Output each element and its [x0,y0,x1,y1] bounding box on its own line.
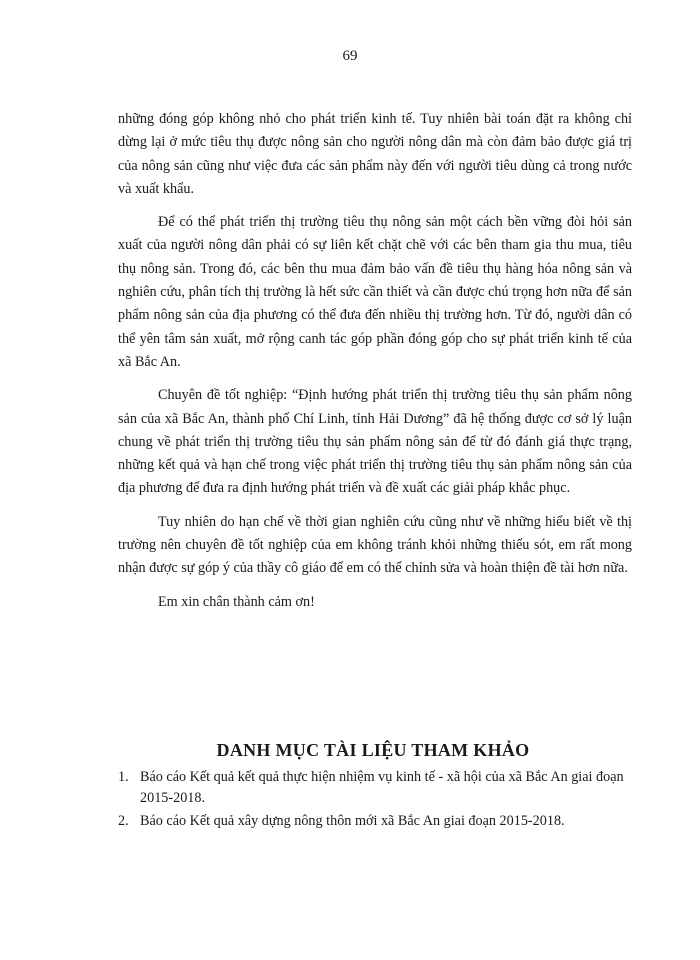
paragraph-continuation: những đóng góp không nhỏ cho phát triển kinh tế. Tuy nhiên bài toán đặt ra không chỉ dừng lại ở mức tiêu thụ được nông sản cho người nông dân mà còn đảm bảo được giá trị của nông sản cũng như việc đưa các sản phẩm này đến với người tiêu dùng cả trong nước và xuất khẩu. [118,111,632,197]
reference-text: Báo cáo Kết quả xây dựng nông thôn mới xã Bắc An giai đoạn 2015-2018. [140,813,565,829]
reference-item [118,767,658,809]
references-list [118,767,658,832]
paragraph-limitations: Tuy nhiên do hạn chế về thời gian nghiên cứu cũng như về những hiểu biết về thị trường nên chuyên đề tốt nghiệp của em không tránh khỏi những thiếu sót, em rất mong nhận được sự góp ý của thầy cô giáo để em có thể chỉnh sửa và hoàn thiện đề tài hơn nữa. [118,513,632,577]
body-text [118,108,632,624]
references-title: DANH MỤC TÀI LIỆU THAM KHẢO [216,740,530,760]
reference-item [118,811,658,832]
paragraph-market-development: Để có thể phát triển thị trường tiêu thụ nông sản một cách bền vững đòi hỏi sản xuất của người nông dân phải có sự liên kết chặt chẽ với các bên tham gia thu mua, tiêu thụ nông sản. Trong đó, các bên thu mua đảm bảo vấn đề tiêu thụ hàng hóa nông sản và nghiên cứu, phân tích thị trường là hết sức cần thiết và cần được chú trọng hơn nữa để sản phẩm nông sản của địa phương có thể đưa đến nhiều thị trường hơn. Từ đó, người dân có thể yên tâm sản xuất, mở rộng canh tác góp phần đóng góp cho sự phát triển kinh tế của xã Bắc An. [118,214,632,370]
page-number: 69 [342,48,358,64]
paragraph-thanks: Em xin chân thành cảm ơn! [158,593,315,610]
paragraph-thesis-summary: Chuyên đề tốt nghiệp: “Định hướng phát triển thị trường tiêu thụ sản phẩm nông sản của xã Bắc An, thành phố Chí Linh, tỉnh Hải Dương” đã hệ thống được cơ sở lý luận chung về phát triển thị trường tiêu thụ sản phẩm nông sản để từ đó đánh giá thực trạng, những kết quả và hạn chế trong việc phát triển thị trường tiêu thụ sản phẩm nông sản của địa phương để đưa ra định hướng phát triển và đề xuất các giải pháp khắc phục. [118,387,632,497]
reference-text: Báo cáo Kết quả kết quả thực hiện nhiệm vụ kinh tế - xã hội của xã Bắc An giai đoạn 2015-2018. [140,769,624,806]
references-section [118,740,658,834]
reference-number: 1. [118,769,129,785]
reference-number: 2. [118,813,129,829]
